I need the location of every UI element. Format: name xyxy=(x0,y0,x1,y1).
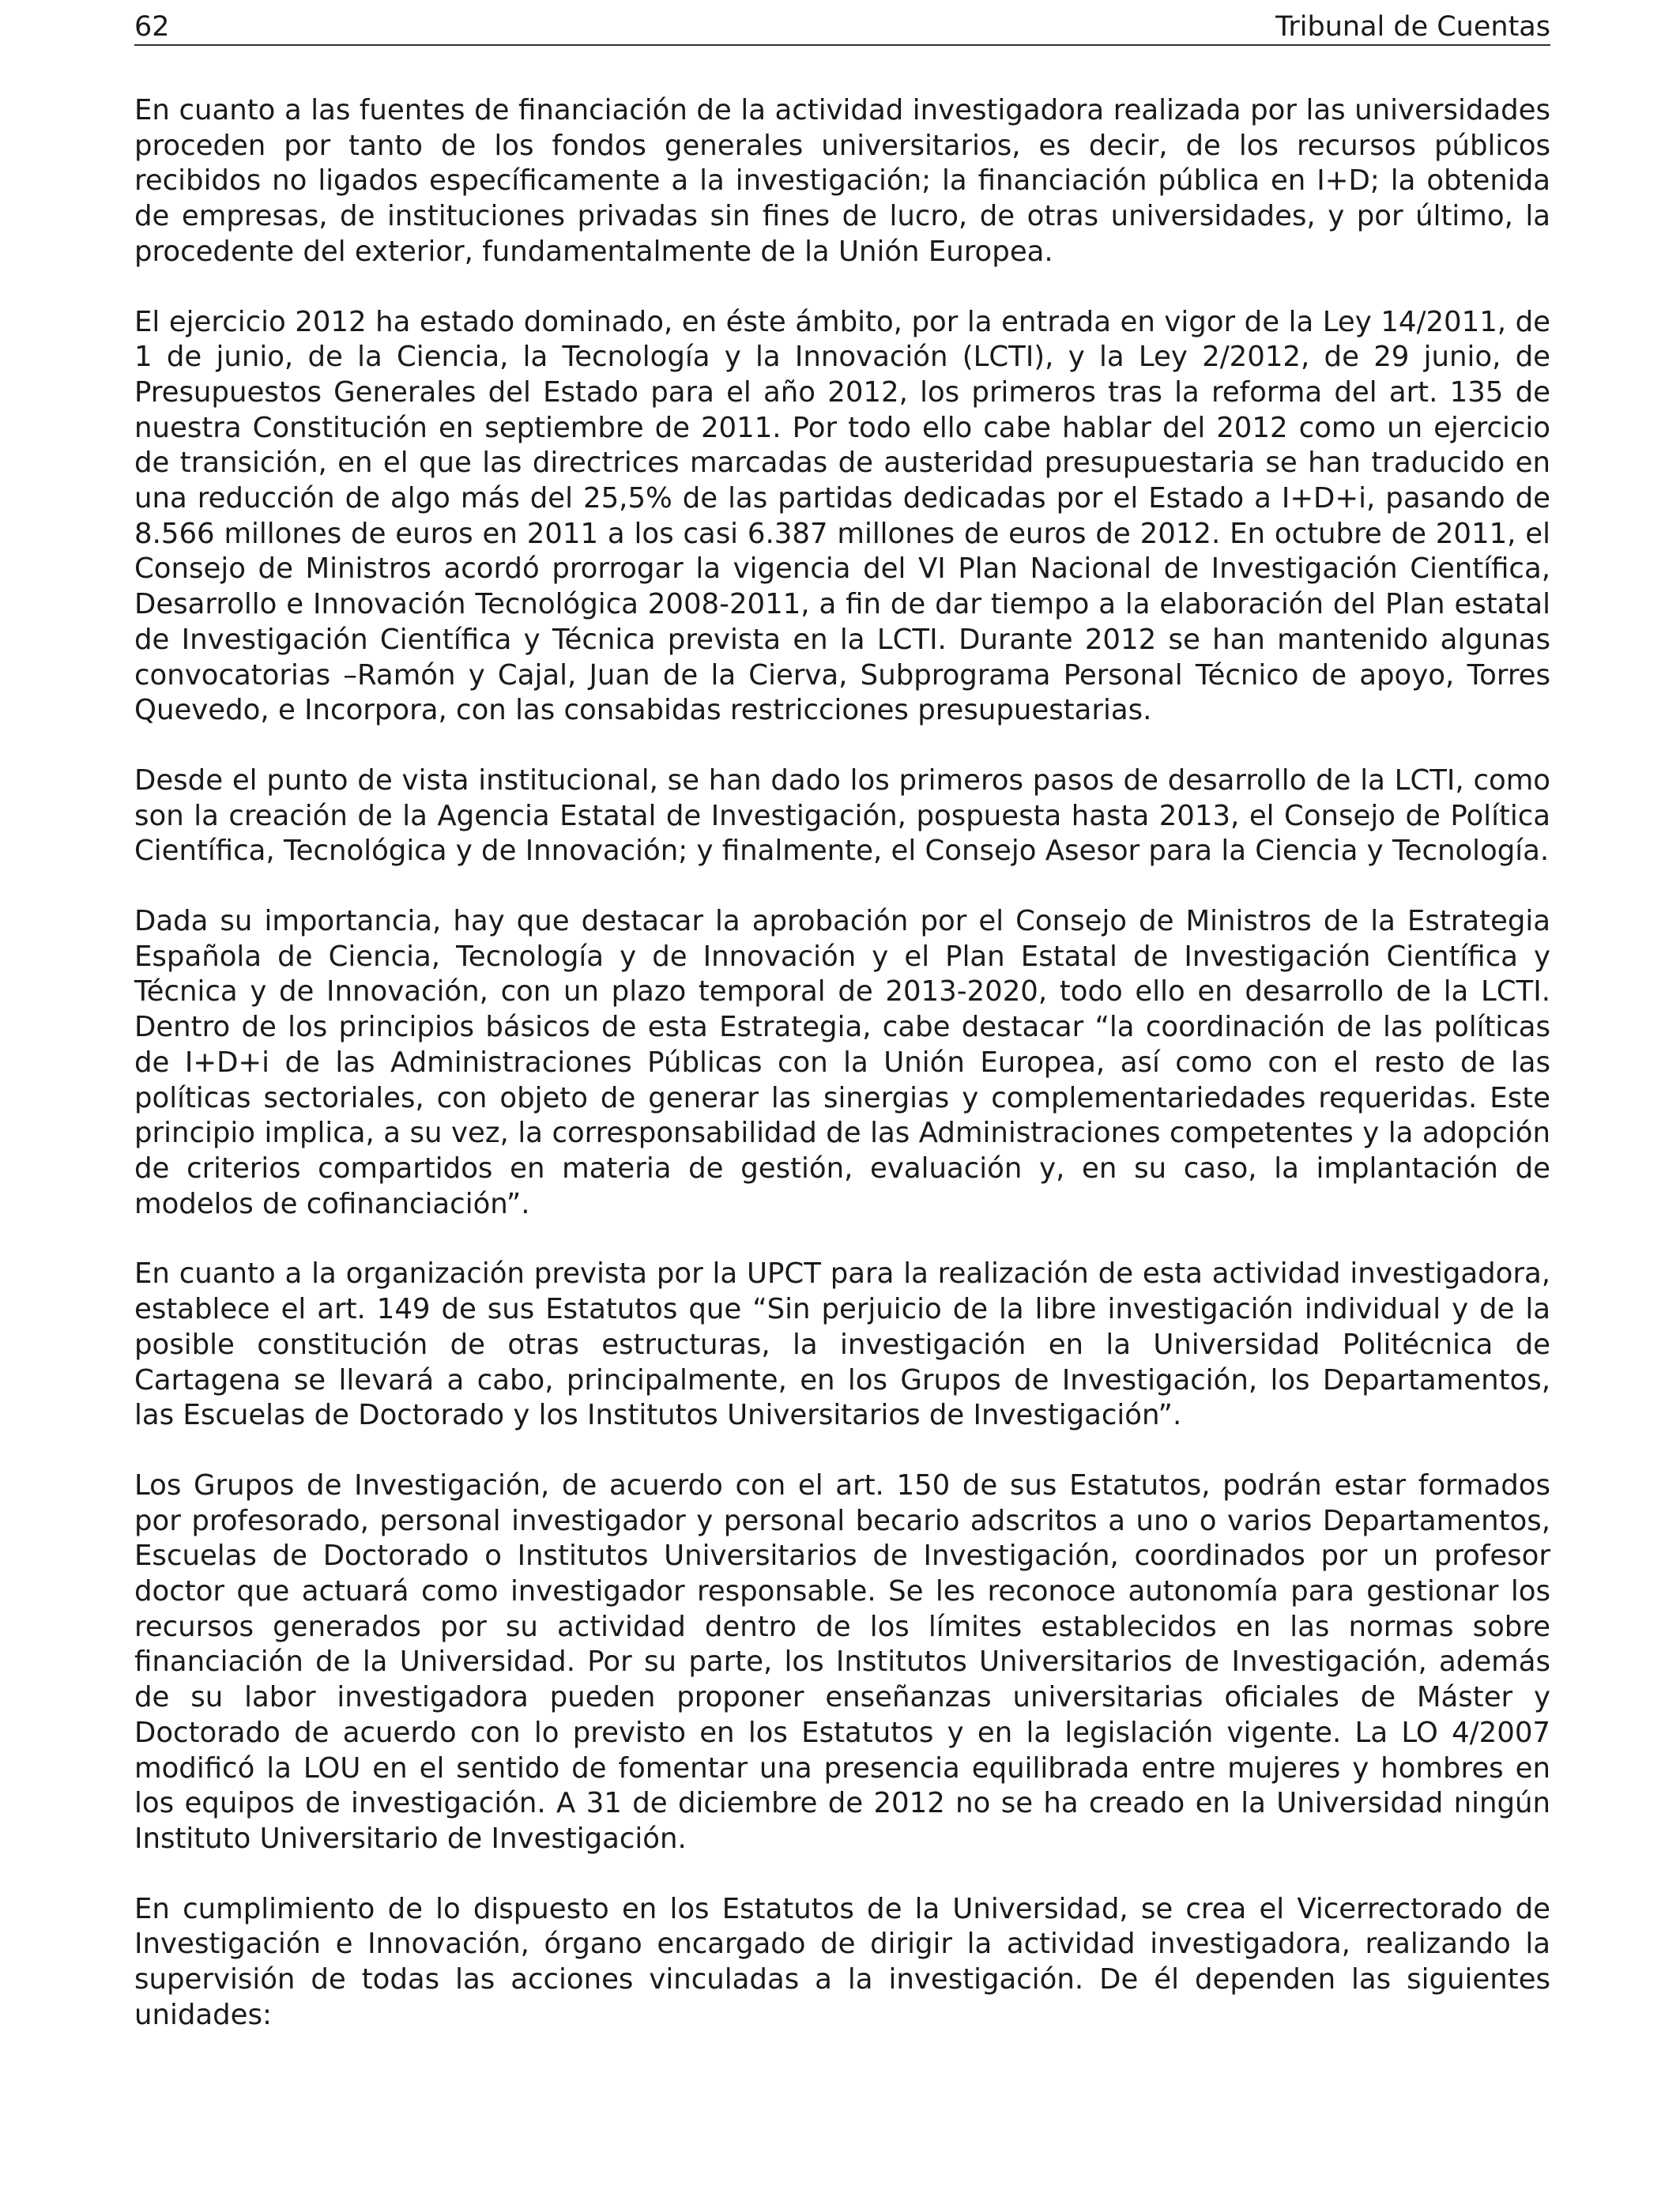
page-number: 62 xyxy=(134,11,170,43)
paragraph-vice-rectorate: En cumplimiento de lo dispuesto en los Estatutos de la Universidad, se crea el Vicerrectorado de Investigación e Innovación, órgano encargado de dirigir la actividad investigadora, realizando la supervisión de todas las acciones vinculadas a la investigación. De él dependen las siguientes unidades: xyxy=(134,1892,1550,2031)
running-title: Tribunal de Cuentas xyxy=(1275,11,1550,43)
paragraph-research-groups: Los Grupos de Investigación, de acuerdo con el art. 150 de sus Estatutos, podrán estar formados por profesorado, personal investigador y personal becario adscritos a uno o varios Departamentos, Escuelas de Doctorado o Institutos Universitarios de Investigación, coordinados por un profesor doctor que actuará como investigador responsable. Se les reconoce autonomía para gestionar los recursos generados por su actividad dentro de los límites establecidos en las normas sobre financiación de la Universidad. Por su parte, los Institutos Universitarios de Investigación, además de su labor investigadora pueden proponer enseñanzas universitarias oficiales de Máster y Doctorado de acuerdo con lo previsto en los Estatutos y en la legislación vigente. La LO 4/2007 modificó la LOU en el sentido de fomentar una presencia equilibrada entre mujeres y hombres en los equipos de investigación. A 31 de diciembre de 2012 no se ha creado en la Universidad ningún Instituto Universitario de Investigación. xyxy=(134,1468,1550,1855)
page-header xyxy=(134,9,1550,46)
paragraph-institutional-view: Desde el punto de vista institucional, se han dado los primeros pasos de desarrollo de la LCTI, como son la creación de la Agencia Estatal de Investigación, pospuesta hasta 2013, el Consejo de Política Científica, Tecnológica y de Innovación; y finalmente, el Consejo Asesor para la Ciencia y Tecnología. xyxy=(134,763,1550,868)
paragraph-upct-organization: En cuanto a la organización prevista por la UPCT para la realización de esta actividad investigadora, establece el art. 149 de sus Estatutos que “Sin perjuicio de la libre investigación individual y de la posible constitución de otras estructuras, la investigación en la Universidad Politécnica de Cartagena se llevará a cabo, principalmente, en los Grupos de Investigación, los Departamentos, las Escuelas de Doctorado y los Institutos Universitarios de Investigación”. xyxy=(134,1257,1550,1432)
document-body xyxy=(134,93,1550,2068)
paragraph-fiscal-year-2012: El ejercicio 2012 ha estado dominado, en éste ámbito, por la entrada en vigor de la Ley 14/2011, de 1 de junio, de la Ciencia, la Tecnología y la Innovación (LCTI), y la Ley 2/2012, de 29 junio, de Presupuestos Generales del Estado para el año 2012, los primeros tras la reforma del art. 135 de nuestra Constitución en septiembre de 2011. Por todo ello cabe hablar del 2012 como un ejercicio de transición, en el que las directrices marcadas de austeridad presupuestaria se han traducido en una reducción de algo más del 25,5% de las partidas dedicadas por el Estado a I+D+i, pasando de 8.566 millones de euros en 2011 a los casi 6.387 millones de euros de 2012. En octubre de 2011, el Consejo de Ministros acordó prorrogar la vigencia del VI Plan Nacional de Investigación Científica, Desarrollo e Innovación Tecnológica 2008-2011, a fin de dar tiempo a la elaboración del Plan estatal de Investigación Científica y Técnica prevista en la LCTI. Durante 2012 se han mantenido algunas convocatorias –Ramón y Cajal, Juan de la Cierva, Subprograma Personal Técnico de apoyo, Torres Quevedo, e Incorpora, con las consabidas restricciones presupuestarias. xyxy=(134,305,1550,727)
paragraph-funding-sources: En cuanto a las fuentes de financiación de la actividad investigadora realizada por las universidades proceden por tanto de los fondos generales universitarios, es decir, de los recursos públicos recibidos no ligados específicamente a la investigación; la financiación pública en I+D; la obtenida de empresas, de instituciones privadas sin fines de lucro, de otras universidades, y por último, la procedente del exterior, fundamentalmente de la Unión Europea. xyxy=(134,94,1550,268)
paragraph-spanish-strategy: Dada su importancia, hay que destacar la aprobación por el Consejo de Ministros de la Estrategia Española de Ciencia, Tecnología y de Innovación y el Plan Estatal de Investigación Científica y Técnica y de Innovación, con un plazo temporal de 2013-2020, todo ello en desarrollo de la LCTI. Dentro de los principios básicos de esta Estrategia, cabe destacar “la coordinación de las políticas de I+D+i de las Administraciones Públicas con la Unión Europea, así como con el resto de las políticas sectoriales, con objeto de generar las sinergias y complementariedades requeridas. Este principio implica, a su vez, la corresponsabilidad de las Administraciones competentes y la adopción de criterios compartidos en materia de gestión, evaluación y, en su caso, la implantación de modelos de cofinanciación”. xyxy=(134,905,1550,1220)
